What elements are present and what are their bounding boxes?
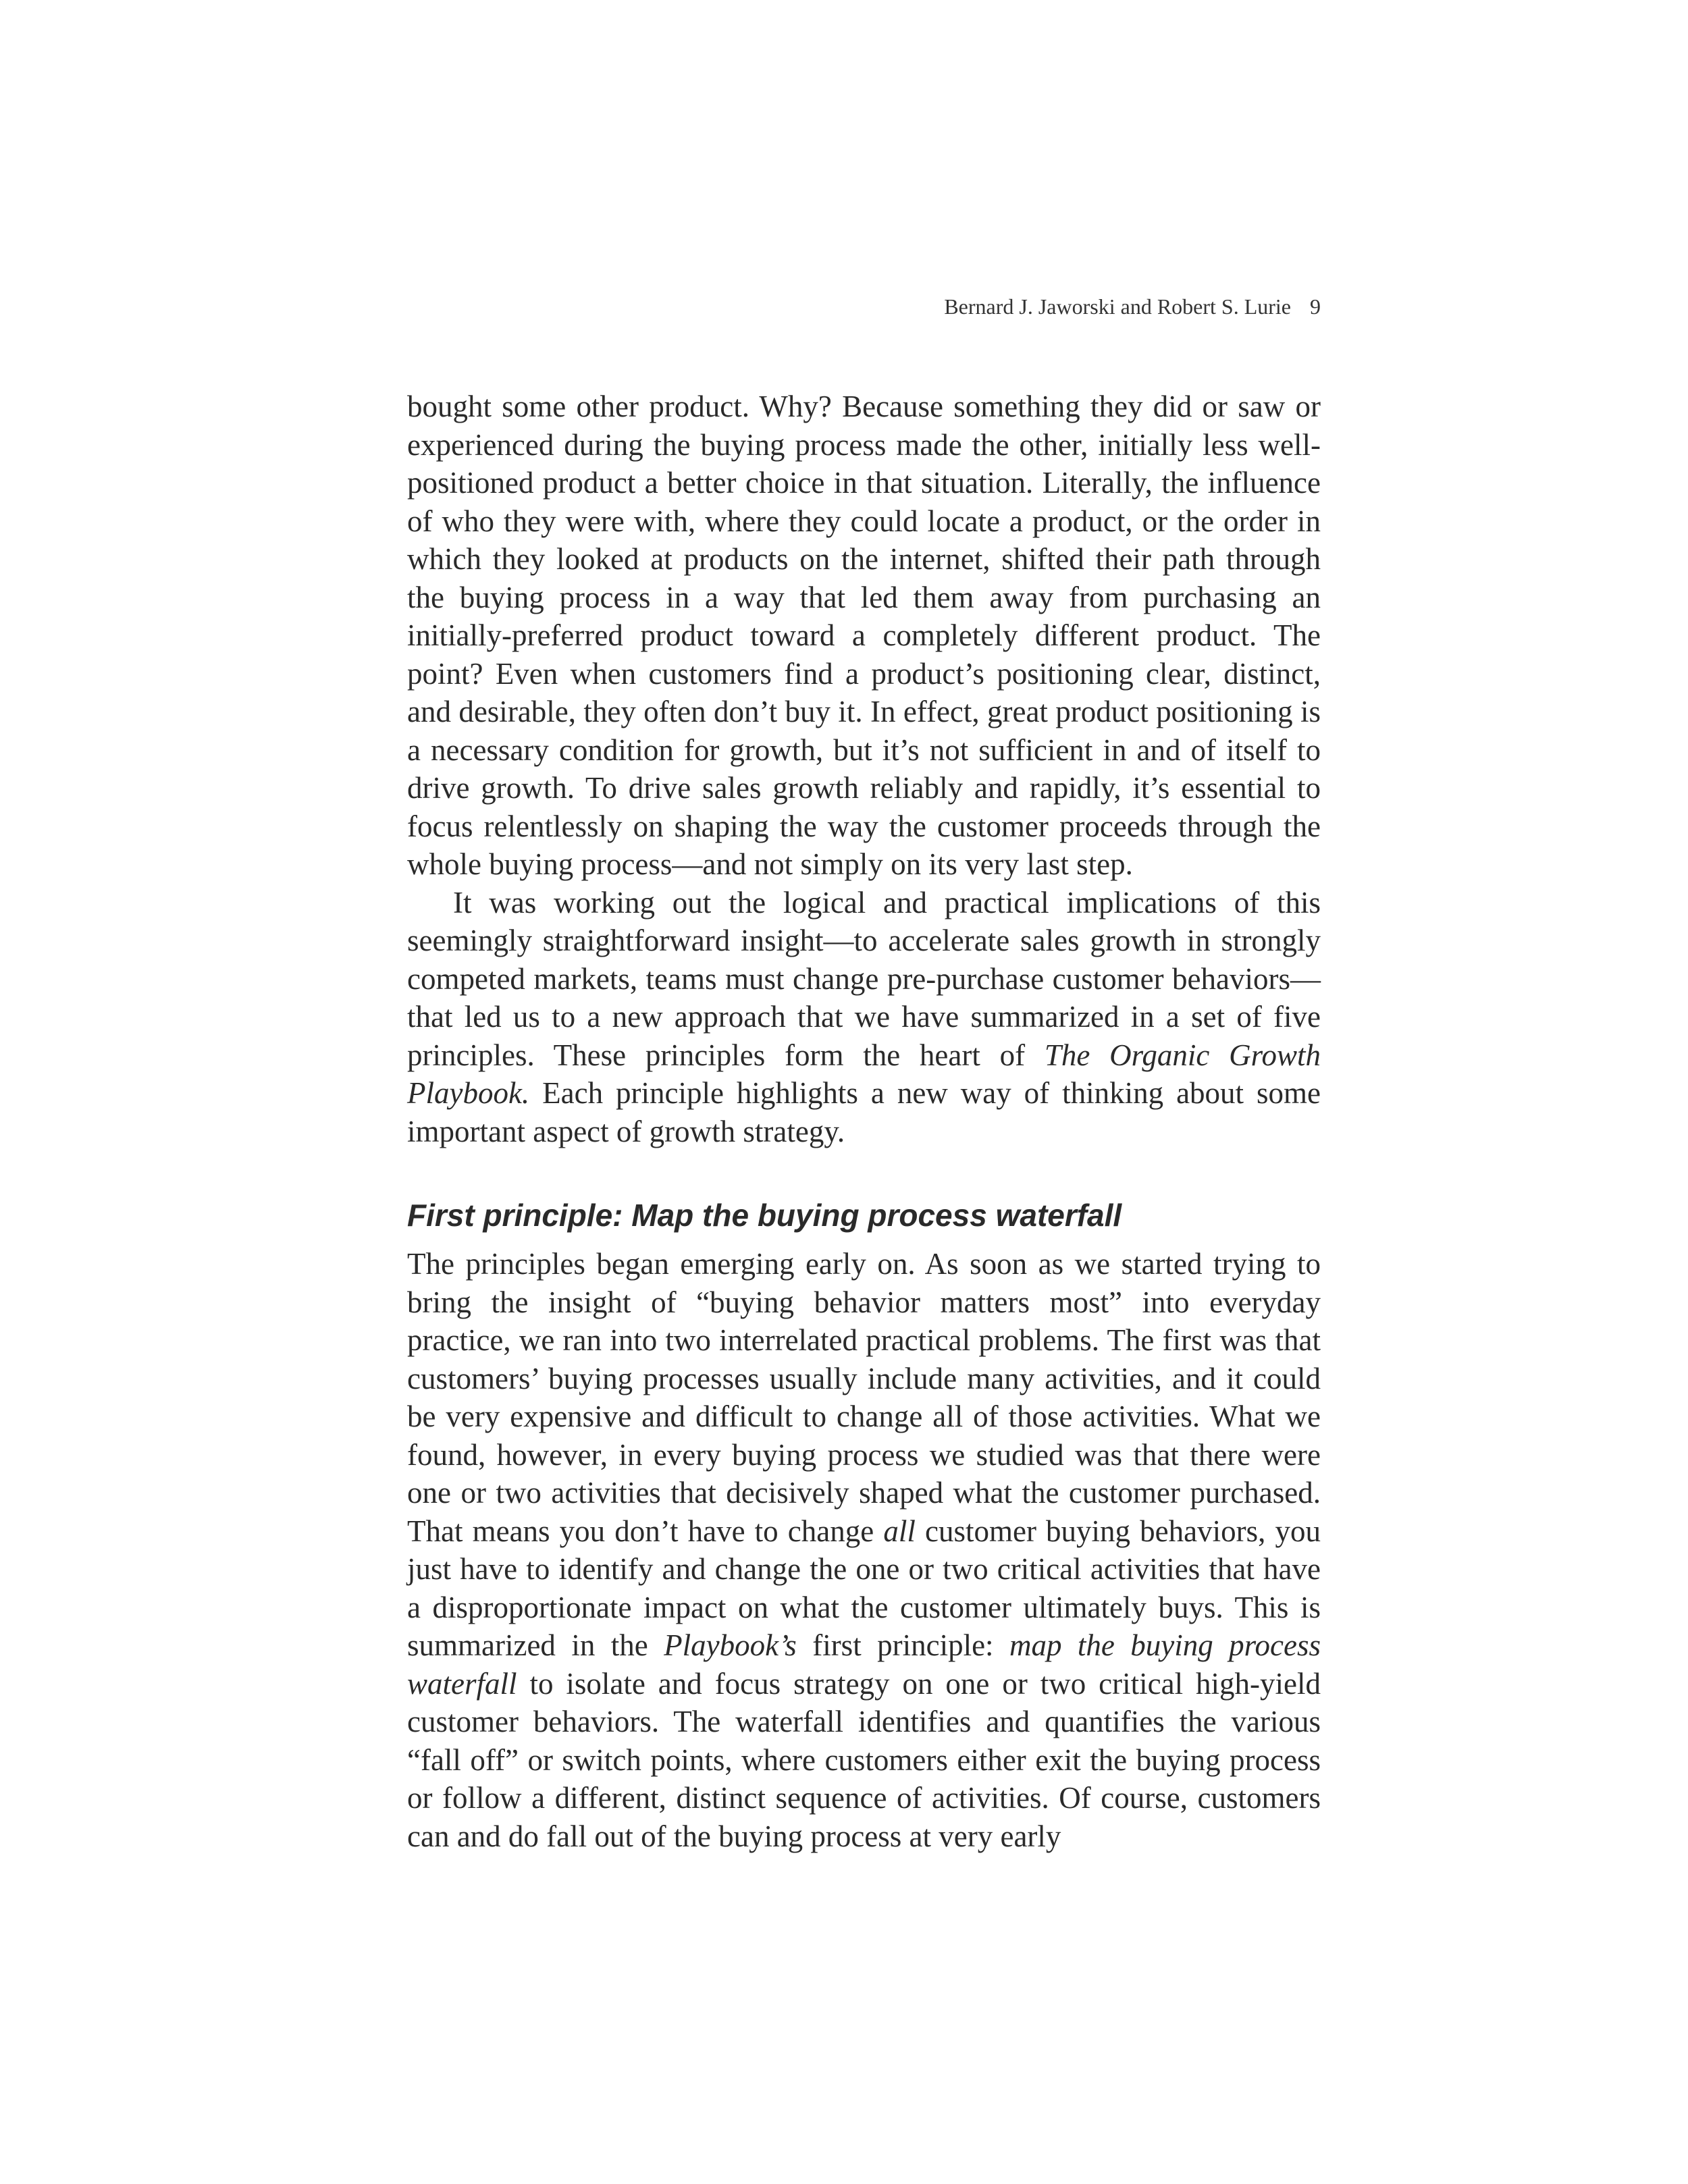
paragraph-3-text-c: first principle: bbox=[796, 1628, 1009, 1662]
page-number: 9 bbox=[1310, 294, 1321, 319]
emphasis-all: all bbox=[883, 1514, 916, 1548]
running-header bbox=[405, 293, 1321, 320]
section-heading: First principle: Map the buying process waterfall bbox=[407, 1198, 1122, 1233]
paragraph-3-text-a: The principles began emerging early on. As soon as we started trying to bring the insight of “buying behavior matters most” into everyday practice, we ran into two interrelated practical problems. The first was that customers’ buying processes usually include many activities, and it could be very expensive and difficult to change all of those activities. What we found, however, in every buying process we studied was that there were one or two activities that decisively shaped what the customer purchased. That means you don’t have to change bbox=[407, 1247, 1321, 1548]
paragraph-2-text-b: Each principle highlights a new way of thinking about some important aspect of growth strategy. bbox=[407, 1076, 1321, 1148]
body-text bbox=[407, 388, 1321, 1855]
paragraph-3-text-b: customer buying behaviors, you just have to identify and change the one or two critical activities that have a disproportionate impact on what the customer ultimately buys. This is summarized in the bbox=[407, 1514, 1321, 1662]
paragraph-2 bbox=[407, 884, 1321, 1151]
paragraph-1: bought some other product. Why? Because something they did or saw or experienced during the buying process made the other, initially less well-positioned product a better choice in that situation. Literally, the influence of who they were with, where they could locate a product, or the order in which they looked at products on the internet, shifted their path through the buying process in a way that led them away from purchasing an initially-preferred product toward a completely different product. The point? Even when customers find a product’s positioning clear, distinct, and desirable, they often don’t buy it. In effect, great product positioning is a necessary condition for growth, but it’s not sufficient in and of itself to drive growth. To drive sales growth reliably and rapidly, it’s essential to focus relentlessly on shaping the way the customer proceeds through the whole buying process—and not simply on its very last step. bbox=[407, 390, 1321, 881]
paragraph-2-text-a: It was working out the logical and practical implications of this seemingly straightforward insight—to accelerate sales growth in strongly competed markets, teams must change pre-purchase customer behaviors—that led us to a new approach that we have summarized in a set of five principles. These principles form the heart of bbox=[407, 885, 1321, 1072]
emphasis-playbooks: Playbook’s bbox=[664, 1628, 797, 1662]
emphasis-principle: map the buying process waterfall bbox=[407, 1628, 1321, 1701]
book-title: The Organic Growth Playbook. bbox=[407, 1038, 1321, 1110]
running-header-authors: Bernard J. Jaworski and Robert S. Lurie bbox=[944, 294, 1291, 319]
paragraph-3 bbox=[407, 1245, 1321, 1855]
paragraph-3-text-d: to isolate and focus strategy on one or two critical high-yield customer behaviors. The waterfall identifies and quantifies the various “fall off” or switch points, where customers either exit the buying process or follow a different, distinct sequence of activities. Of course, customers can and do fall out of the buying process at very early bbox=[407, 1666, 1321, 1853]
